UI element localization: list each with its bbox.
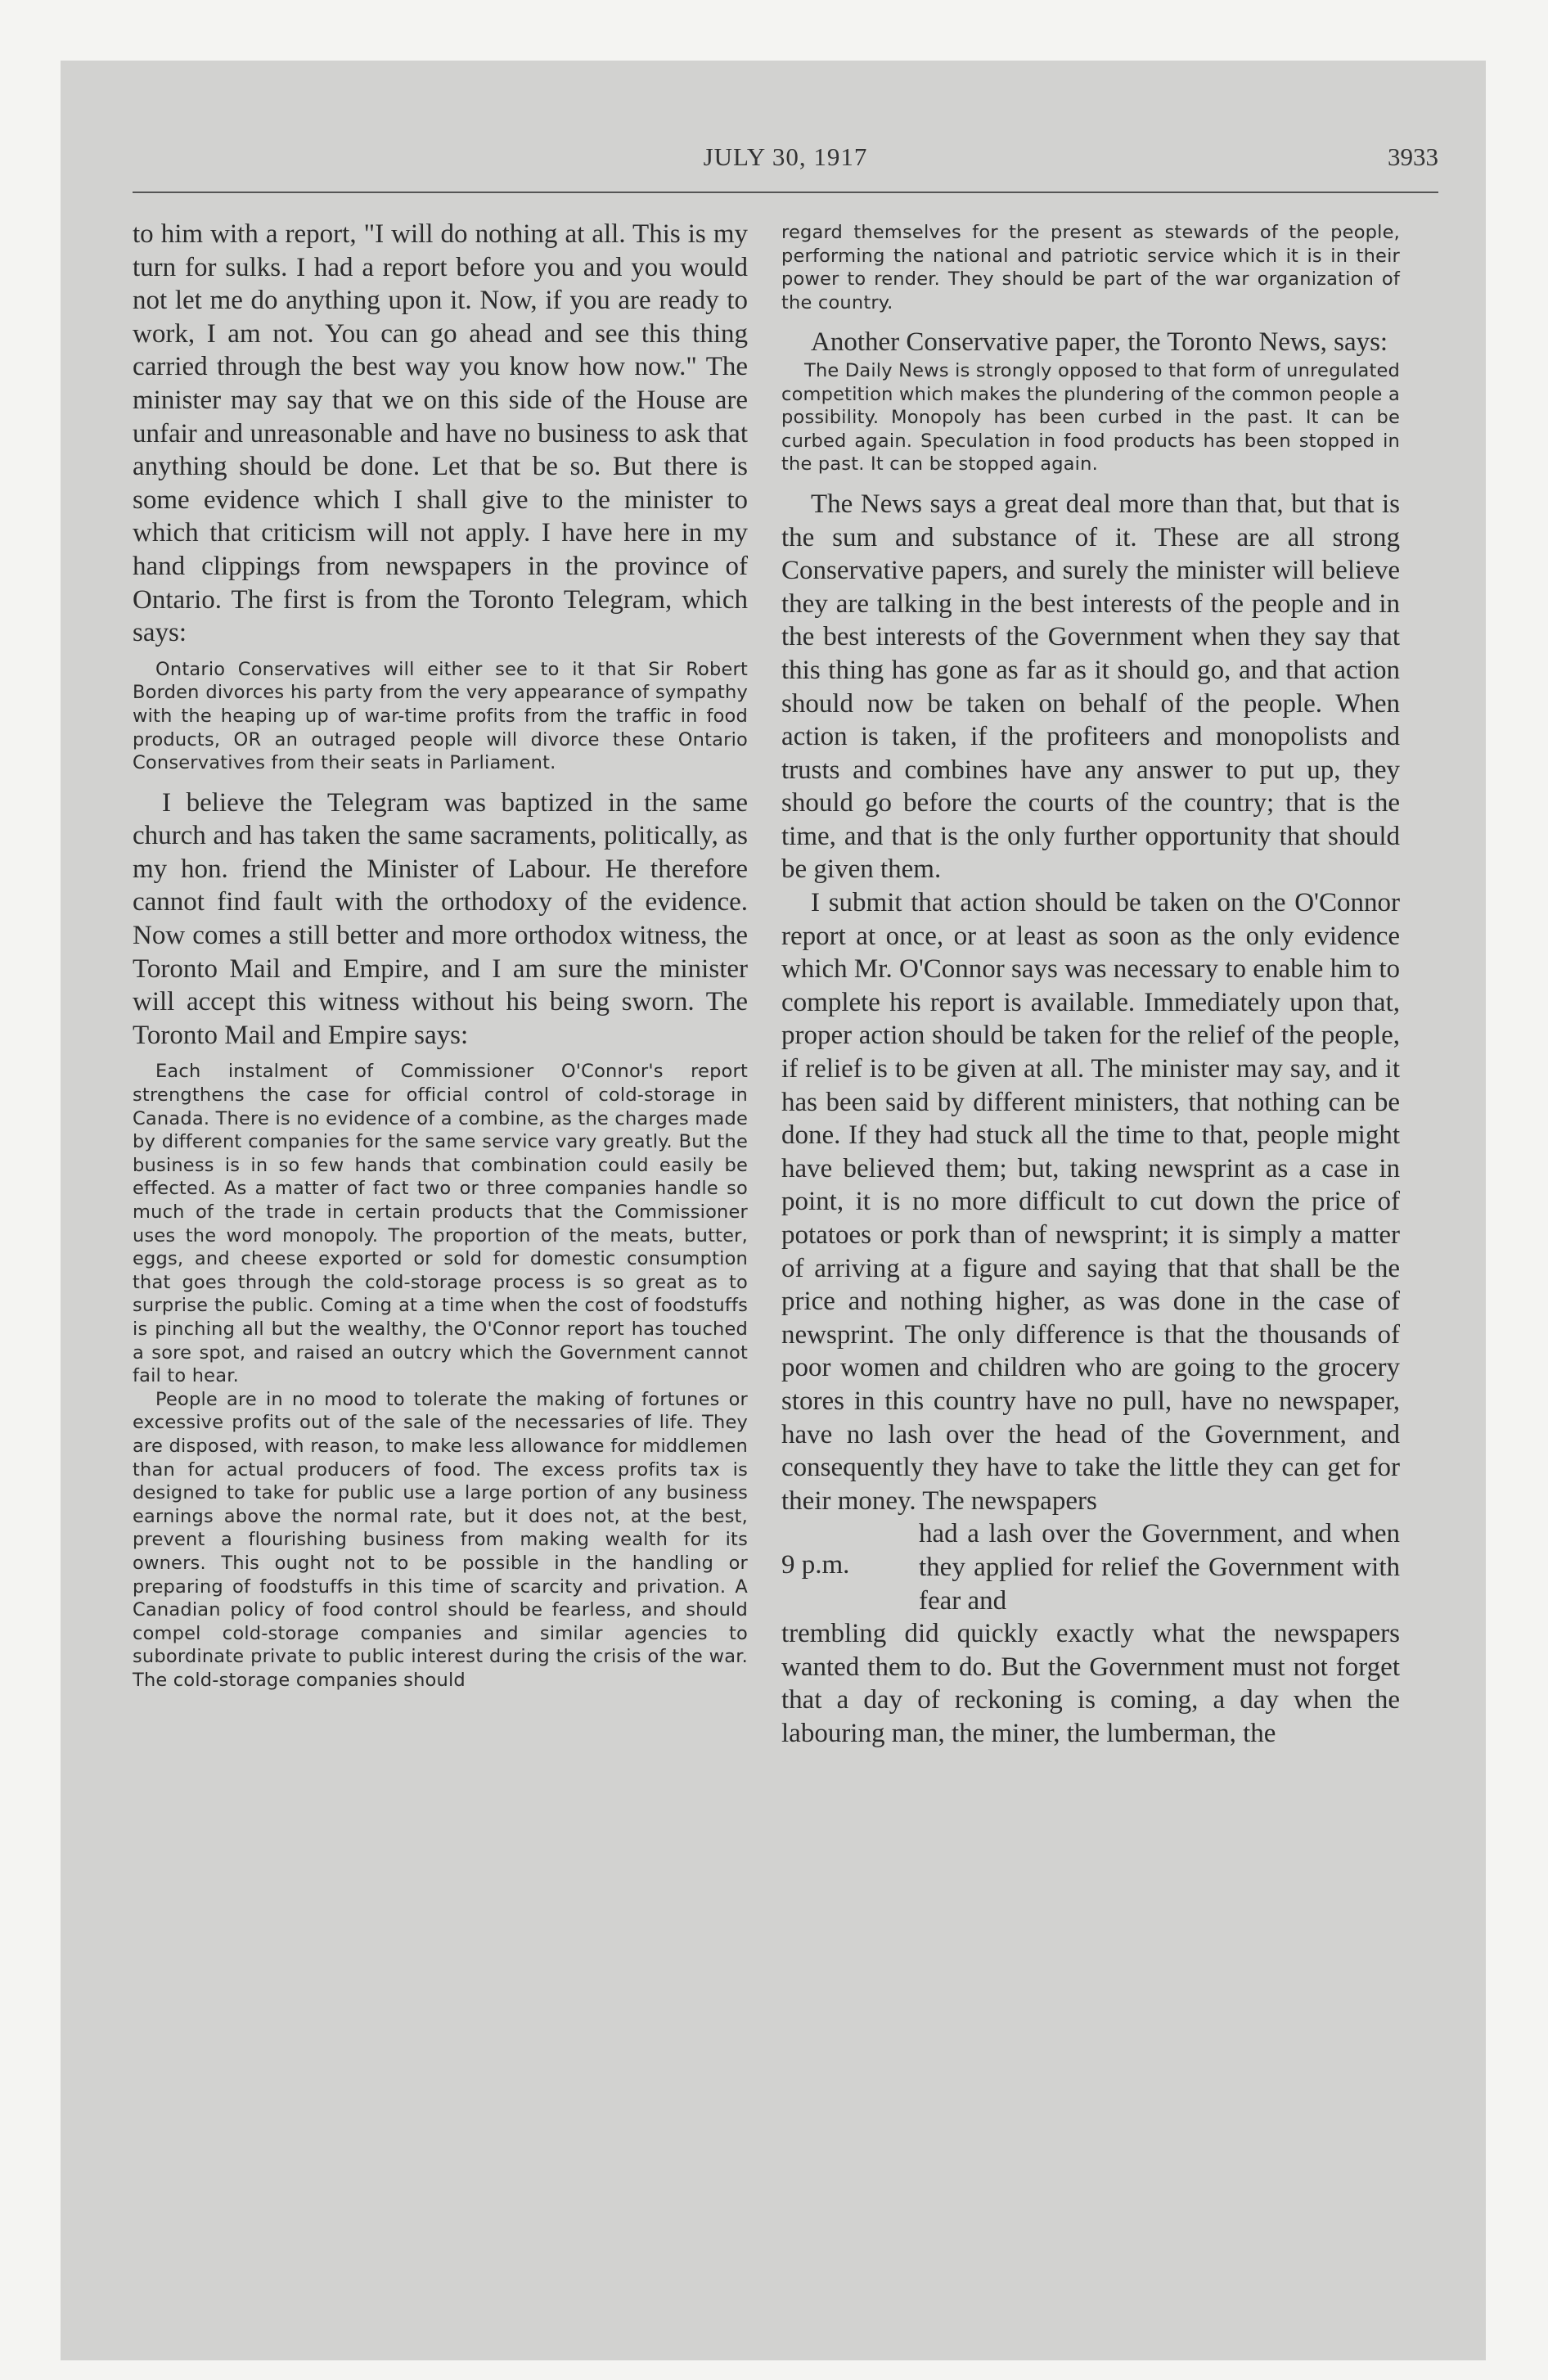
right-paragraph-3: I submit that action should be taken on the O'Connor report at once, or at least as soon as the only evidence which Mr. O'Connor says was necessary to enable him to complete his report is available. Immediately upon that, proper action should be taken for the relief of the people, if relief is to be given at all. The minister may say, and it has been said by different ministers, that nothing can be done. If they had stuck all the time to that, people might have believed them; but, taking newsprint as a case in point, it is no more difficult to cut down the price of potatoes or pork than of newsprint; it is simply a matter of arriving at a figure and saying that that shall be the price and nothing higher, as was done in the case of newsprint. The only difference is that the thousands of poor women and children who are going to the grocery stores in this country have no pull, have no newspaper, have no lash over the head of the Government, and consequently they have to take the little they can get for their money. The newspapers xyxy=(781,888,1400,1516)
left-paragraph-2: I believe the Telegram was baptized in the same church and has taken the same sacraments, politically, as my hon. friend the Minister of Labour. He therefore cannot find fault with the orthodoxy of the evidence. Now comes a still better and more orthodox witness, the Toronto Mail and Empire, and I am sure the minister will accept this witness without his being sworn. The Toronto Mail and Empire says: xyxy=(133,787,748,1050)
right-paragraph-4-rest: trembling did quickly exactly what the newspapers wanted them to do. But the Government must not forget that a day of reckoning is coming, a day when the labouring man, the miner, the lumberman, the xyxy=(781,1619,1400,1748)
header-rule xyxy=(133,192,1438,193)
left-paragraph-1: to him with a report, "I will do nothing at all. This is my turn for sulks. I had a report before you and you would not let me do anything upon it. Now, if you are ready to work, I am not. You can go ahead and see this thing carried through the best way you know how now." The minister may say that we on this side of the House are unfair and unreasonable and have no business to ask that anything should be done. Let that be so. But there is some evidence which I shall give to the minister to which that criticism will not apply. I have here in my hand clippings from newspapers in the province of Ontario. The first is from the Toronto Telegram, which says: xyxy=(133,219,748,648)
right-paragraph-2: The News says a great deal more than that, but that is the sum and substance of it. These are all strong Conservative papers, and surely the minister will believe they are talking in the best interests of the people and in the best interests of the Government when they say that this thing has gone as far as it should go, and that action should now be taken on behalf of the people. When action is taken, if the profiteers and monopolists and trusts and combines have any answer to put up, they should go before the courts of the country; that is the time, and that is the only further opportunity that should be given them. xyxy=(781,489,1400,885)
page-header xyxy=(133,142,1438,180)
quote-toronto-telegram: Ontario Conservatives will either see to it that Sir Robert Borden divorces his party from the very appearance of sympathy with the heaping up of war-time profits from the traffic in food products, OR an outraged people will divorce these Ontario Conservatives from their seats in Parliament. xyxy=(133,658,748,774)
header-date: JULY 30, 1917 xyxy=(703,142,868,171)
right-column xyxy=(781,218,1400,1751)
page-number: 3933 xyxy=(1388,142,1438,171)
scanned-page xyxy=(61,61,1486,2360)
quote-mail-empire-continued: regard themselves for the present as stewards of the people, performing the national and patriotic service which it is in their power to render. They should be part of the war organization of the country. xyxy=(781,222,1400,313)
left-column xyxy=(133,218,748,1703)
time-stamp-block xyxy=(781,1517,1400,1617)
right-paragraph-4-hanging: had a lash over the Government, and when they applied for relief the Government with fear and xyxy=(919,1519,1400,1616)
quote-toronto-news: The Daily News is strongly opposed to that form of unregulated competition which makes the plundering of the common people a possibility. Monopoly has been curbed in the past. It can be curbed again. Speculation in food products has been stopped in the past. It can be stopped again. xyxy=(781,359,1400,476)
quote-mail-empire-2: People are in no mood to tolerate the making of fortunes or excessive profits out of the sale of the necessaries of life. They are disposed, with reason, to make less allowance for middlemen than for actual producers of food. The excess profits tax is designed to take for public use a large portion of any business earnings above the normal rate, but it does not, at the best, prevent a flourishing business from making wealth for its owners. This ought not to be possible in the handling or preparing of foodstuffs in this time of scarcity and privation. A Canadian policy of food control should be fearless, and should compel cold-storage companies and similar agencies to subordinate private to public interest during the crisis of the war. The cold-storage companies should xyxy=(133,1388,748,1691)
quote-mail-empire-1: Each instalment of Commissioner O'Connor's report strengthens the case for official control of cold-storage in Canada. There is no evidence of a combine, as the charges made by different companies for the same service vary greatly. But the business is in so few hands that combination could easily be effected. As a matter of fact two or three companies handle so much of the trade in certain products that the Commissioner uses the word monopoly. The proportion of the meats, butter, eggs, and cheese exported or sold for domestic consumption that goes through the cold-storage process is so great as to surprise the public. Coming at a time when the cost of foodstuffs is pinching all but the wealthy, the O'Connor report has touched a sore spot, and raised an outcry which the Government cannot fail to hear. xyxy=(133,1061,748,1387)
right-paragraph-1: Another Conservative paper, the Toronto News, says: xyxy=(811,327,1388,358)
time-marker: 9 p.m. xyxy=(781,1550,850,1580)
